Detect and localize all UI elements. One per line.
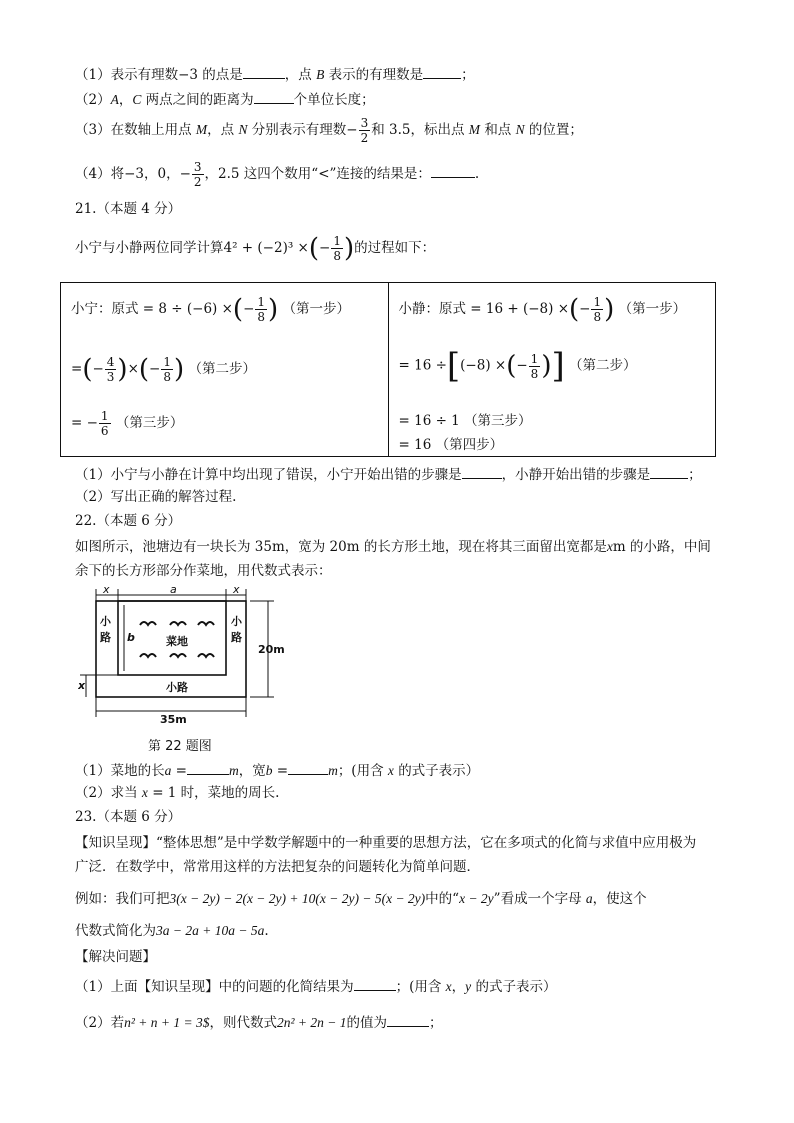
x-side-label: x [78, 679, 86, 692]
q21-intro: 小宁与小静两位同学计算4² + (−2)³ ×(− $\frac{1}{8}$ )的过程如下： [75, 233, 436, 264]
answer-blank[interactable] [387, 1012, 429, 1027]
x-top-right-label: x [233, 585, 240, 596]
q20-part4: （4）将−3，0，− $\frac{3}{2}$ ，2.5 这四个数用“<”连接的结果是： . [75, 160, 480, 189]
fraction: $\frac{3}{2}$ [193, 160, 202, 189]
garden-diagram [78, 585, 288, 725]
q23-heading: 23.（本题 6 分） [75, 809, 182, 825]
fraction: $\frac{1}{8}$ [333, 234, 341, 263]
garden-label: 菜地 [166, 635, 188, 648]
q23-knowledge2: 广泛．在数学中，常常用这样的方法把复杂的问题转化为简单问题． [75, 859, 480, 875]
xiaojing-cell [388, 283, 716, 457]
q23-part1: （1）上面【知识呈现】中的问题的化简结果为 ；(用含 x，y 的式子表示） [75, 976, 556, 996]
xiaoning-step2: =(− $\frac{4}{3}$ )×(− $\frac{1}{8}$ ) （第二步） [71, 354, 256, 385]
path-right-label2: 路 [231, 631, 242, 644]
answer-blank[interactable] [431, 163, 475, 178]
answer-blank[interactable] [650, 464, 688, 479]
b-label: b [127, 631, 135, 644]
q23-example2: 代数式简化为3a − 2a + 10a − 5a. [75, 923, 269, 939]
xiaoning-cell [61, 283, 389, 457]
answer-blank[interactable] [462, 464, 502, 479]
xiaojing-step1: 小静：原式 = 16 + (−8) ×(− $\frac{1}{8}$ ) （第一步） [398, 294, 687, 325]
q21-part1: （1）小宁与小静在计算中均出现了错误，小宁开始出错的步骤是 ，小静开始出错的步骤是 ； [75, 464, 702, 484]
q22-part1: （1）菜地的长a = m，宽b = m；(用含 x 的式子表示） [75, 760, 479, 780]
fraction: $\frac{3}{2}$ [360, 116, 369, 145]
answer-blank[interactable] [254, 89, 294, 104]
q20-part3: （3）在数轴上用点 M，点 N 分别表示有理数− $\frac{3}{2}$ 和 3.5，标出点 M 和点 N 的位置； [75, 116, 583, 145]
path-bottom-label: 小路 [166, 681, 188, 694]
q20-part1: （1）表示有理数−3 的点是 ，点 B 表示的有理数是 ； [75, 64, 475, 84]
answer-blank[interactable] [423, 64, 461, 79]
q22-part2: （2）求当 x = 1 时，菜地的周长. [75, 785, 280, 801]
a-label: a [170, 585, 177, 596]
answer-blank[interactable] [187, 760, 229, 775]
path-right-label1: 小 [231, 615, 242, 628]
xiaoning-step3: = − $\frac{1}{6}$ （第三步） [71, 409, 184, 438]
path-left-label1: 小 [100, 615, 111, 628]
answer-blank[interactable] [288, 760, 328, 775]
xiaoning-step1: 小宁：原式 = 8 ÷ (−6) ×(− $\frac{1}{8}$ ) （第一步） [71, 294, 350, 325]
path-left-label2: 路 [100, 631, 111, 644]
width-35m-label: 35m [160, 713, 187, 725]
figure-caption: 第 22 题图 [148, 739, 212, 754]
q23-example1: 例如：我们可把3(x − 2y) − 2(x − 2y) + 10(x − 2y) − 5(x − 2y)中的“x − 2y”看成一个字母 a，使这个 [75, 891, 647, 907]
q23-knowledge1: 【知识呈现】“整体思想”是中学数学解题中的一种重要的思想方法，它在多项式的化简与求值中应用极为 [75, 835, 697, 851]
q22-heading: 22.（本题 6 分） [75, 513, 182, 529]
q22-text2: 余下的长方形部分作菜地，用代数式表示： [75, 563, 332, 579]
answer-blank[interactable] [354, 976, 396, 991]
x-top-left-label: x [103, 585, 110, 596]
solution-table [60, 282, 716, 457]
q22-text1: 如图所示，池塘边有一块长为 35m，宽为 20m 的长方形土地，现在将其三面留出宽都是xm 的小路，中间 [75, 539, 711, 555]
xiaojing-step3: = 16 ÷ 1 （第三步） [398, 413, 532, 429]
q23-part2: （2）若n² + n + 1 = 3$，则代数式2n² + 2n − 1的值为 ； [75, 1012, 443, 1032]
xiaojing-step2: = 16 ÷[(−8) ×(− $\frac{1}{8}$ )] （第二步） [398, 346, 637, 386]
q23-solve-heading: 【解决问题】 [75, 949, 156, 965]
xiaojing-step4: = 16 （第四步） [398, 437, 504, 453]
answer-blank[interactable] [243, 64, 285, 79]
q20-part2: （2）A，C 两点之间的距离为 个单位长度； [75, 89, 375, 109]
q21-part2: （2）写出正确的解答过程. [75, 489, 237, 505]
q21-heading: 21.（本题 4 分） [75, 201, 182, 217]
height-20m-label: 20m [258, 643, 285, 656]
